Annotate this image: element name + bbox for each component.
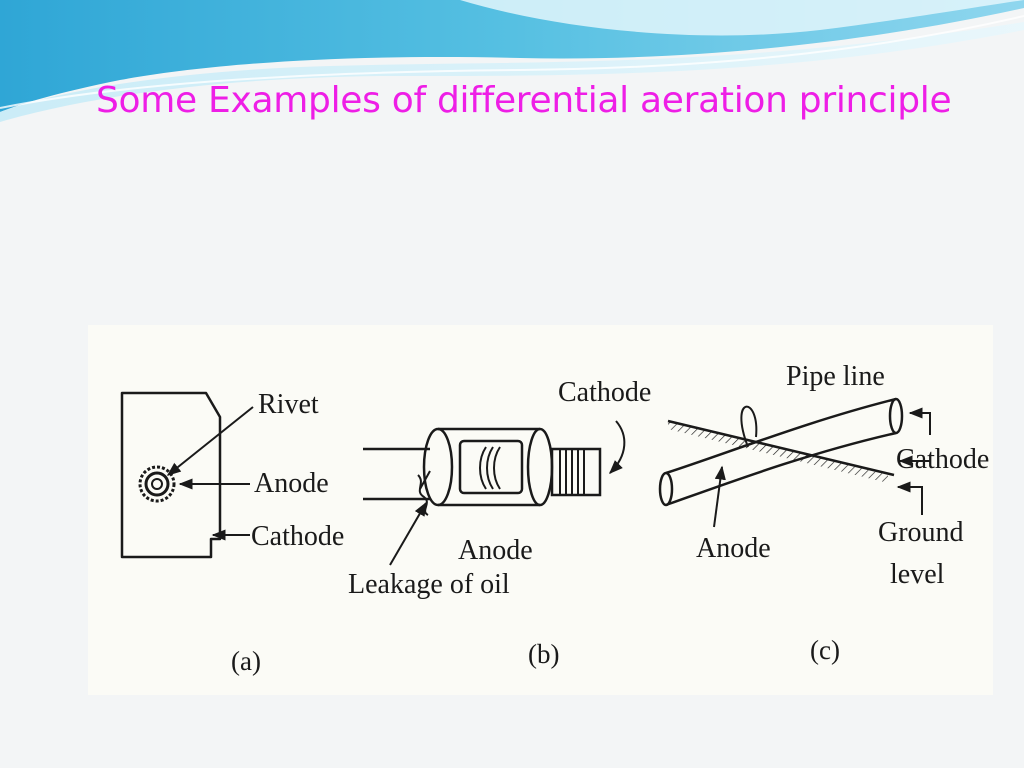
- diagram-svg: [88, 325, 993, 695]
- label-cathode-b: Cathode: [558, 377, 652, 408]
- leakage-arrow: [390, 503, 426, 565]
- label-pipe-line: Pipe line: [786, 361, 885, 392]
- figure-panel: [88, 325, 993, 695]
- label-level: level: [890, 559, 945, 590]
- coupling-left-end: [424, 429, 452, 505]
- ground-hatch: [668, 421, 888, 483]
- cathode-arrow-b: [610, 421, 624, 473]
- rivet-arrow: [168, 407, 253, 475]
- ground-line: [668, 421, 894, 475]
- label-ground: Ground: [878, 517, 964, 548]
- caption-b: (b): [528, 639, 560, 669]
- label-cathode-c: Cathode: [896, 444, 990, 475]
- anode-arrow-c: [714, 467, 722, 527]
- label-rivet: Rivet: [258, 389, 319, 420]
- label-cathode-a: Cathode: [251, 521, 345, 552]
- panel-a: [122, 393, 253, 557]
- cathode-arrow-c: [910, 413, 930, 435]
- label-anode-b: Anode: [458, 535, 533, 566]
- caption-a: (a): [231, 646, 261, 676]
- rivet-icon: [140, 467, 174, 501]
- label-anode-c: Anode: [696, 533, 771, 564]
- slide-title: Some Examples of differential aeration principle: [96, 80, 952, 121]
- label-leakage-of-oil: Leakage of oil: [348, 569, 510, 600]
- panel-c: [660, 399, 930, 527]
- label-anode-a: Anode: [254, 468, 329, 499]
- caption-c: (c): [810, 635, 840, 665]
- ground-arrow: [898, 487, 922, 515]
